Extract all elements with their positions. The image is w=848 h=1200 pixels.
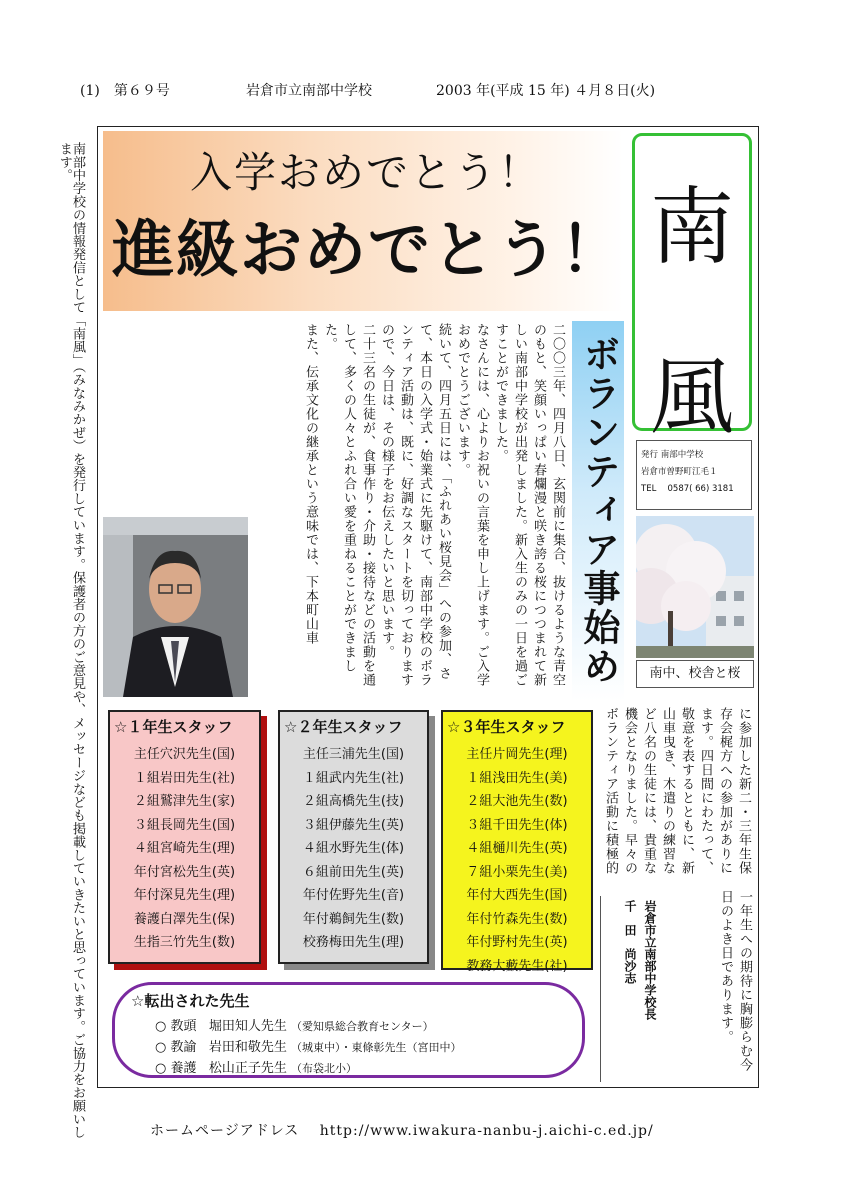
publisher-info [636,440,752,510]
staff-row: 生指三竹先生(数) [133,935,236,950]
school-name: 岩倉市立南部中学校 [246,83,372,99]
staff-row: ２組高橋先生(技) [302,794,405,809]
logo-char-south: 南 [649,178,734,276]
staff-row: 年付宮松先生(英) [133,864,236,880]
staff-row: １組岩田先生(社) [133,770,236,786]
staff-row: 教務大藪先生(社) [466,958,568,974]
publisher-address: 岩倉市曽野町江毛１ [641,467,718,477]
staff-row: ２組鷲津先生(家) [133,794,236,809]
issue-date: 2003 年(平成 15 年) ４月８日(火) [436,83,656,99]
staff-row: ４組樋川先生(英) [466,841,568,856]
article-line: ます。四日間にわたって、敬意を表するとともに、新 [679,707,713,875]
article-paragraph: なさんには、心よりお祝いの言葉を申し上げます。ご入学おめでとうございます。 [455,323,489,687]
staff-row: ４組宮崎先生(理) [133,841,236,856]
staff-row: ３組千田先生(体) [466,817,568,833]
transfer-title: ☆転出された先生 [131,992,250,1010]
transfer-row: ○ 養護 松山正子先生 （布袋北小） [155,1061,358,1076]
first-year-staff [108,710,261,964]
article-closing: 一年生への期待に胸膨らむ今日のよき日であります。 [718,890,752,1072]
third-year-staff [441,710,593,974]
staff-row: 主任穴沢先生(国) [133,747,236,762]
staff-title: ☆１年生スタッフ [114,718,233,736]
article-line: に参加した新二・三年生保存会梶方への参加がありに [717,707,751,875]
principal-signature [610,900,660,1080]
staff-row: 年付深見先生(理) [133,888,236,903]
staff-row: ４組水野先生(体) [302,841,405,856]
principal-name: 千 田 尚沙志 [623,900,637,984]
staff-title: ☆２年生スタッフ [284,718,403,736]
headline-entrance: 入学おめでとう！ [190,148,543,197]
staff-row: 年付鵜飼先生(数) [302,911,405,927]
headline-promotion: 進級おめでとう！ [112,213,625,286]
transferred-teachers [112,982,585,1078]
article-paragraph: また、伝承文化の継承という意味では、下本町山車 [303,323,318,645]
article-paragraph: 二十三名の生徒が、食事作り・介助・接待などの活動を通して、多くの人々とふれ合い愛を重ねることができました。 [322,323,375,687]
publisher-phone: TEL 0587( 66) 3181 [641,484,734,494]
volunteer-banner-title: ボランティア事始め [577,334,620,686]
staff-row: ７組小栗先生(美) [466,864,568,880]
staff-row: 主任三浦先生(国) [302,747,405,762]
signature-divider [600,896,601,1082]
issue-number: (1) 第６９号 [80,83,170,99]
staff-row: １組武内先生(社) [302,770,405,786]
principal-title: 岩倉市立南部中学校長 [643,900,657,1020]
staff-row: 年付大西先生(国) [466,888,568,903]
staff-row: ３組長岡先生(国) [133,817,236,833]
staff-row: １組浅田先生(美) [466,770,568,786]
staff-row: ３組伊藤先生(英) [302,817,405,833]
transfer-row: ○ 教諭 岩田和敬先生 （城東中）・東條彰先生（宮田中） [155,1040,462,1055]
principal-portrait [103,517,248,697]
photo-caption: 南中、校舎と桜 [636,660,754,688]
article-line: ボランティア活動に積極的 [603,707,618,875]
staff-title: ☆３年生スタッフ [447,718,566,736]
staff-row: 年付佐野先生(音) [302,888,405,903]
article-line: 機会となりました。早々の [622,707,637,875]
article-paragraph: 続いて、四月五日には、「ふれあい桜見会」への参加、さて、本日の入学式・始業式に先駆けて、南部中学校のボランティア活動は、既に、好調なスタートを切っておりますので、今日は、その様子をお伝えしたいと思います。 [379,323,451,687]
staff-row: 年付野村先生(英) [466,935,568,950]
homepage-address: ホームページアドレス http://www.iwakura-nanbu-j.aichi-c.ed.jp/ [150,1123,654,1139]
cherry-blossom-photo [636,516,754,658]
staff-row: 校務梅田先生(理) [302,935,405,950]
second-year-staff [278,710,429,964]
publisher-name: 発行 南部中学校 [641,450,704,460]
logo-char-wind: 風 [649,348,734,446]
transfer-row: ○ 教頭 堀田知人先生 （愛知県総合教育センター） [155,1019,434,1034]
staff-row: 年付竹森先生(数) [466,911,568,927]
staff-row: 養護白澤先生(保) [133,911,236,927]
staff-row: ６組前田先生(英) [302,864,405,880]
staff-row: ２組大池先生(数) [466,794,568,809]
article-paragraph: 二〇〇三年、四月八日、玄関前に集合、抜けるような青空のもと、笑顔いっぱい春爛漫と咲き誇る桜につつまれて新しい南部中学校が出発しました。新入生のみの一日を過ごすことができました。 [493,323,565,687]
staff-row: 主任片岡先生(理) [466,747,568,762]
article-continuation [605,707,753,887]
issue-header [0,80,848,104]
article-line: 山車曳き、木遣りの練習など八名の生徒には、貴重な [641,707,675,875]
side-note: 南部中学校の情報発信として「南風」（みなみかぜ）を発行しています。保護者の方のご意見や、メッセージなども掲載していきたいと思っています。ご協力をお願いします。 [56,142,85,1139]
